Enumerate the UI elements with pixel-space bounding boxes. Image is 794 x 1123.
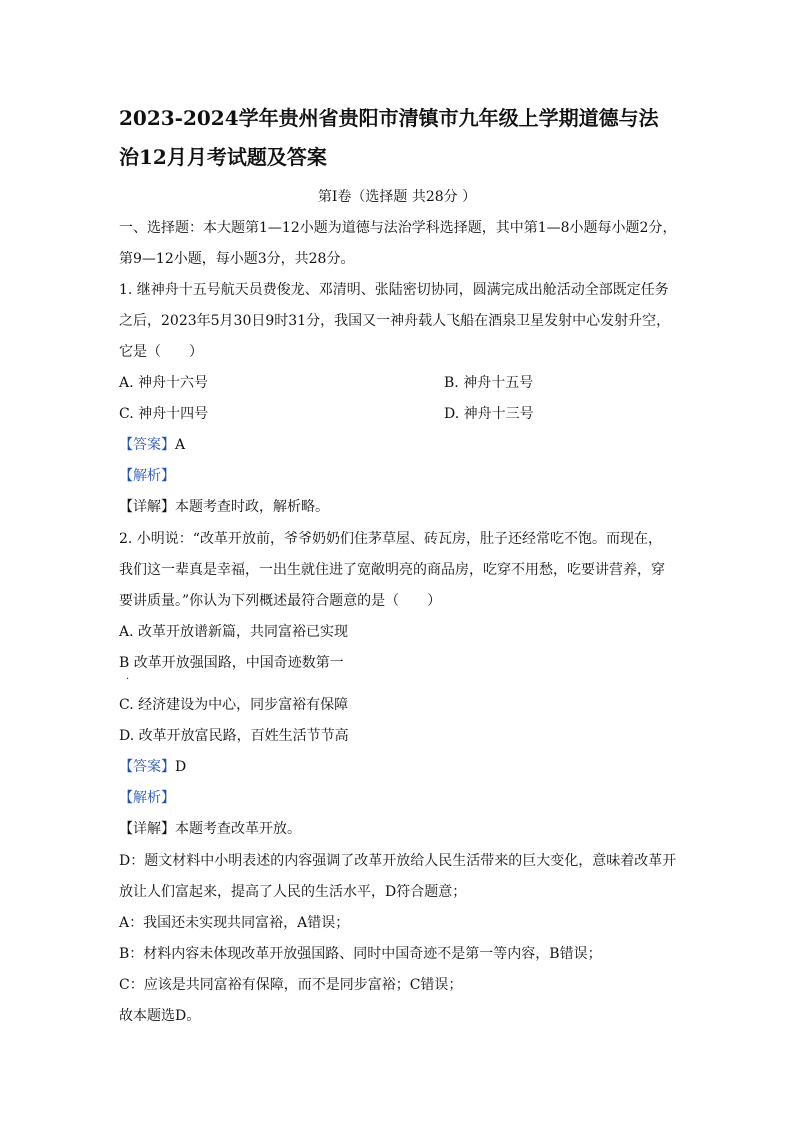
- page-title-line-1: 2023-2024学年贵州省贵阳市清镇市九年级上学期道德与法: [119, 106, 659, 130]
- q2-stem-line-1: 2. 小明说：“改革开放前，爷爷奶奶们住茅草屋、砖瓦房，肚子还经常吃不饱。而现在，: [119, 531, 662, 547]
- q2-option-c: C. 经济建设为中心，同步富裕有保障: [119, 697, 349, 713]
- q1-answer-value: A: [175, 437, 186, 453]
- q1-option-a: A. 神舟十六号: [119, 375, 209, 391]
- q2-explain-c: C：应该是共同富裕有保障，而不是同步富裕；C错误；: [119, 977, 463, 993]
- q2-option-a: A. 改革开放谱新篇，共同富裕已实现: [119, 624, 349, 640]
- intro-line-1: 一、选择题：本大题第1—12小题为道德与法治学科选择题，其中第1—8小题每小题2分，: [119, 220, 677, 236]
- q2-answer: [119, 757, 186, 777]
- q2-explain-d-line-2: 放让人们富起来，提高了人民的生活水平，D符合题意；: [119, 884, 467, 900]
- q1-stem-line-1: 1. 继神舟十五号航天员费俊龙、邓清明、张陆密切协同，圆满完成出舱活动全部既定任务: [119, 282, 669, 298]
- q2-answer-value: D: [175, 759, 187, 775]
- q1-option-d: D. 神舟十三号: [444, 406, 534, 422]
- intro-line-2: 第9—12小题，每小题3分，共28分。: [119, 251, 355, 267]
- q1-detail: [119, 497, 329, 517]
- q1-analysis-tag: 【解析】: [119, 468, 175, 484]
- q2-explain-a: A：我国还未实现共同富裕，A错误；: [119, 915, 350, 931]
- q1-detail-text: 本题考查时政，解析略。: [175, 499, 329, 515]
- q2-detail-tag: 【详解】: [119, 821, 175, 837]
- q1-answer: [119, 435, 185, 455]
- q2-analysis-tag: 【解析】: [119, 790, 175, 806]
- q1-option-c: C. 神舟十四号: [119, 406, 209, 422]
- q2-option-d: D. 改革开放富民路，百姓生活节节高: [119, 728, 349, 744]
- q2-stem-line-3: 要讲质量。”你认为下列概述最符合题意的是（ ）: [119, 593, 442, 609]
- q1-stem-line-3: 它是（ ）: [119, 344, 203, 360]
- q2-analysis: [119, 788, 175, 808]
- q2-option-b-dot: ·: [126, 674, 130, 685]
- q2-explain-b: B：材料内容未体现改革开放强国路、同时中国奇迹不是第一等内容，B错误；: [119, 946, 602, 962]
- q2-detail: [119, 819, 301, 839]
- q1-analysis: [119, 466, 175, 486]
- q1-detail-tag: 【详解】: [119, 499, 175, 515]
- q2-explain-d-line-1: D：题文材料中小明表述的内容强调了改革开放给人民生活带来的巨大变化，意味着改革开: [119, 853, 677, 869]
- q2-answer-tag: 【答案】: [119, 759, 175, 775]
- q1-option-b: B. 神舟十五号: [444, 375, 534, 391]
- q2-conclusion: 故本题选D。: [119, 1008, 201, 1024]
- q2-stem-line-2: 我们这一辈真是幸福，一出生就住进了宽敞明亮的商品房，吃穿不用愁，吃要讲营养，穿: [119, 562, 665, 578]
- section-header: 第Ⅰ卷（选择题 共28分 ）: [317, 189, 477, 205]
- q1-stem-line-2: 之后，2023年5月30日9时31分，我国又一神舟载人飞船在酒泉卫星发射中心发射升空，: [119, 313, 671, 329]
- q2-detail-text: 本题考查改革开放。: [175, 821, 301, 837]
- q1-answer-tag: 【答案】: [119, 437, 175, 453]
- q2-option-b: B 改革开放强国路，中国奇迹数第一: [119, 655, 344, 671]
- page-title-line-2: 治12月月考试题及答案: [119, 145, 327, 169]
